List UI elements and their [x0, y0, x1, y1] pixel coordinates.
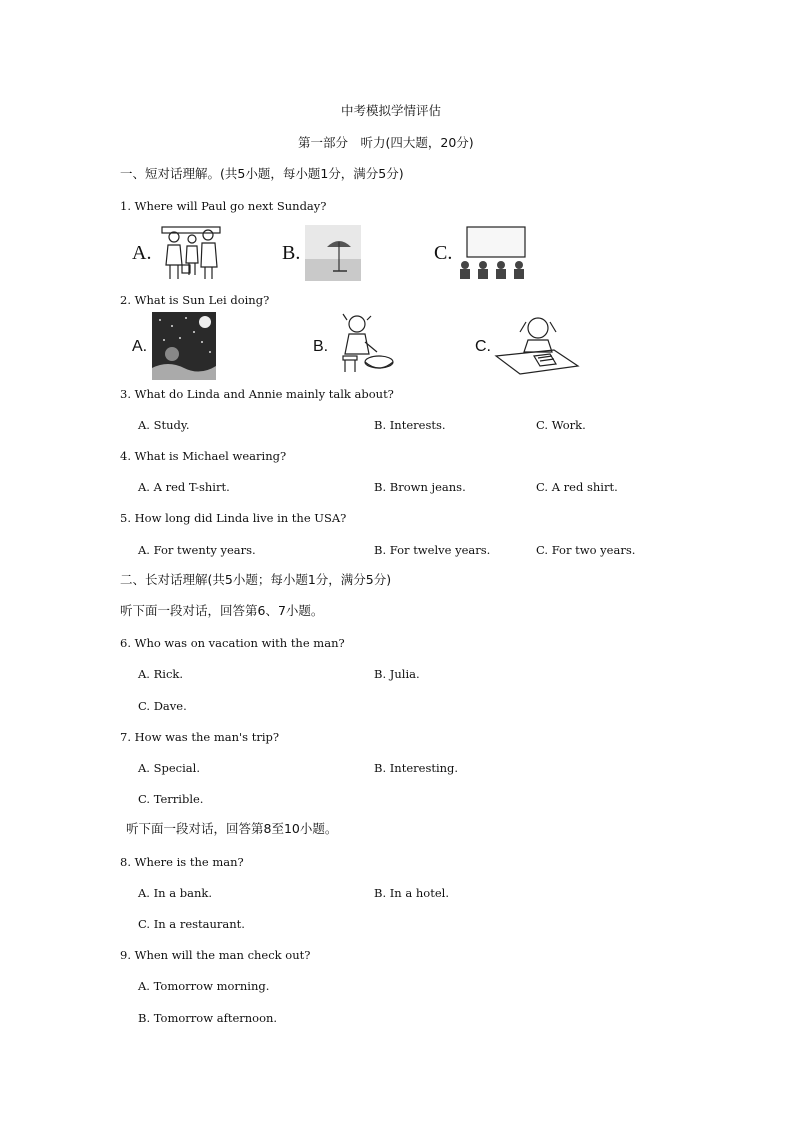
q9-option-b: B. Tomorrow afternoon. [138, 1011, 278, 1025]
q2-label-a: A. [132, 338, 148, 355]
q1-label-a: A. [132, 242, 152, 264]
q2-label-b: B. [313, 338, 329, 355]
q5-option-a: A. For twenty years. [138, 543, 256, 557]
q2-label-c: C. [475, 338, 491, 355]
q6-text: 6. Who was on vacation with the man? [120, 636, 345, 650]
q1-label-c: C. [434, 242, 453, 264]
q9-option-a: A. Tomorrow morning. [138, 979, 270, 993]
q9-text: 9. When will the man check out? [120, 948, 311, 962]
section2-intro-2: 听下面一段对话，回答第8至10小题。 [126, 821, 338, 836]
q7-option-c: C. Terrible. [138, 792, 204, 806]
q5-option-b: B. For twelve years. [374, 543, 491, 557]
q3-option-a: A. Study. [138, 418, 190, 432]
page-title: 中考模拟学情评估 [341, 103, 442, 118]
q4-option-a: A. A red T-shirt. [138, 480, 230, 494]
q7-text: 7. How was the man's trip? [120, 730, 280, 744]
section2-heading: 二、长对话理解(共5小题；每小题1分，满分5分) [120, 572, 392, 587]
q2-picture-washing-clothes [333, 312, 395, 380]
q5-text: 5. How long did Linda live in the USA? [120, 511, 347, 525]
q8-option-c: C. In a restaurant. [138, 917, 245, 931]
part-subtitle: 第一部分 听力(四大题，20分) [298, 135, 474, 150]
q1-label-b: B. [282, 242, 301, 264]
q4-option-c: C. A red shirt. [536, 480, 618, 494]
q1-picture-cinema [457, 225, 531, 281]
section1-heading: 一、短对话理解。(共5小题，每小题1分，满分5分) [120, 166, 404, 181]
q6-option-c: C. Dave. [138, 699, 187, 713]
q2-picture-night-sky [152, 312, 216, 380]
q7-option-b: B. Interesting. [374, 761, 459, 775]
q6-option-b: B. Julia. [374, 667, 420, 681]
q4-text: 4. What is Michael wearing? [120, 449, 287, 463]
q5-option-c: C. For two years. [536, 543, 636, 557]
q3-option-b: B. Interests. [374, 418, 446, 432]
q2-picture-writing [494, 312, 580, 380]
q2-text: 2. What is Sun Lei doing? [120, 293, 270, 307]
q6-option-a: A. Rick. [138, 667, 184, 681]
q8-option-a: A. In a bank. [138, 886, 212, 900]
q1-text: 1. Where will Paul go next Sunday? [120, 199, 327, 213]
section2-intro-1: 听下面一段对话，回答第6、7小题。 [120, 603, 324, 618]
q3-text: 3. What do Linda and Annie mainly talk about? [120, 387, 394, 401]
q7-option-a: A. Special. [138, 761, 200, 775]
q8-text: 8. Where is the man? [120, 855, 244, 869]
q1-picture-shopping [160, 225, 222, 281]
q1-picture-beach [305, 225, 361, 281]
q8-option-b: B. In a hotel. [374, 886, 449, 900]
q4-option-b: B. Brown jeans. [374, 480, 466, 494]
q3-option-c: C. Work. [536, 418, 586, 432]
